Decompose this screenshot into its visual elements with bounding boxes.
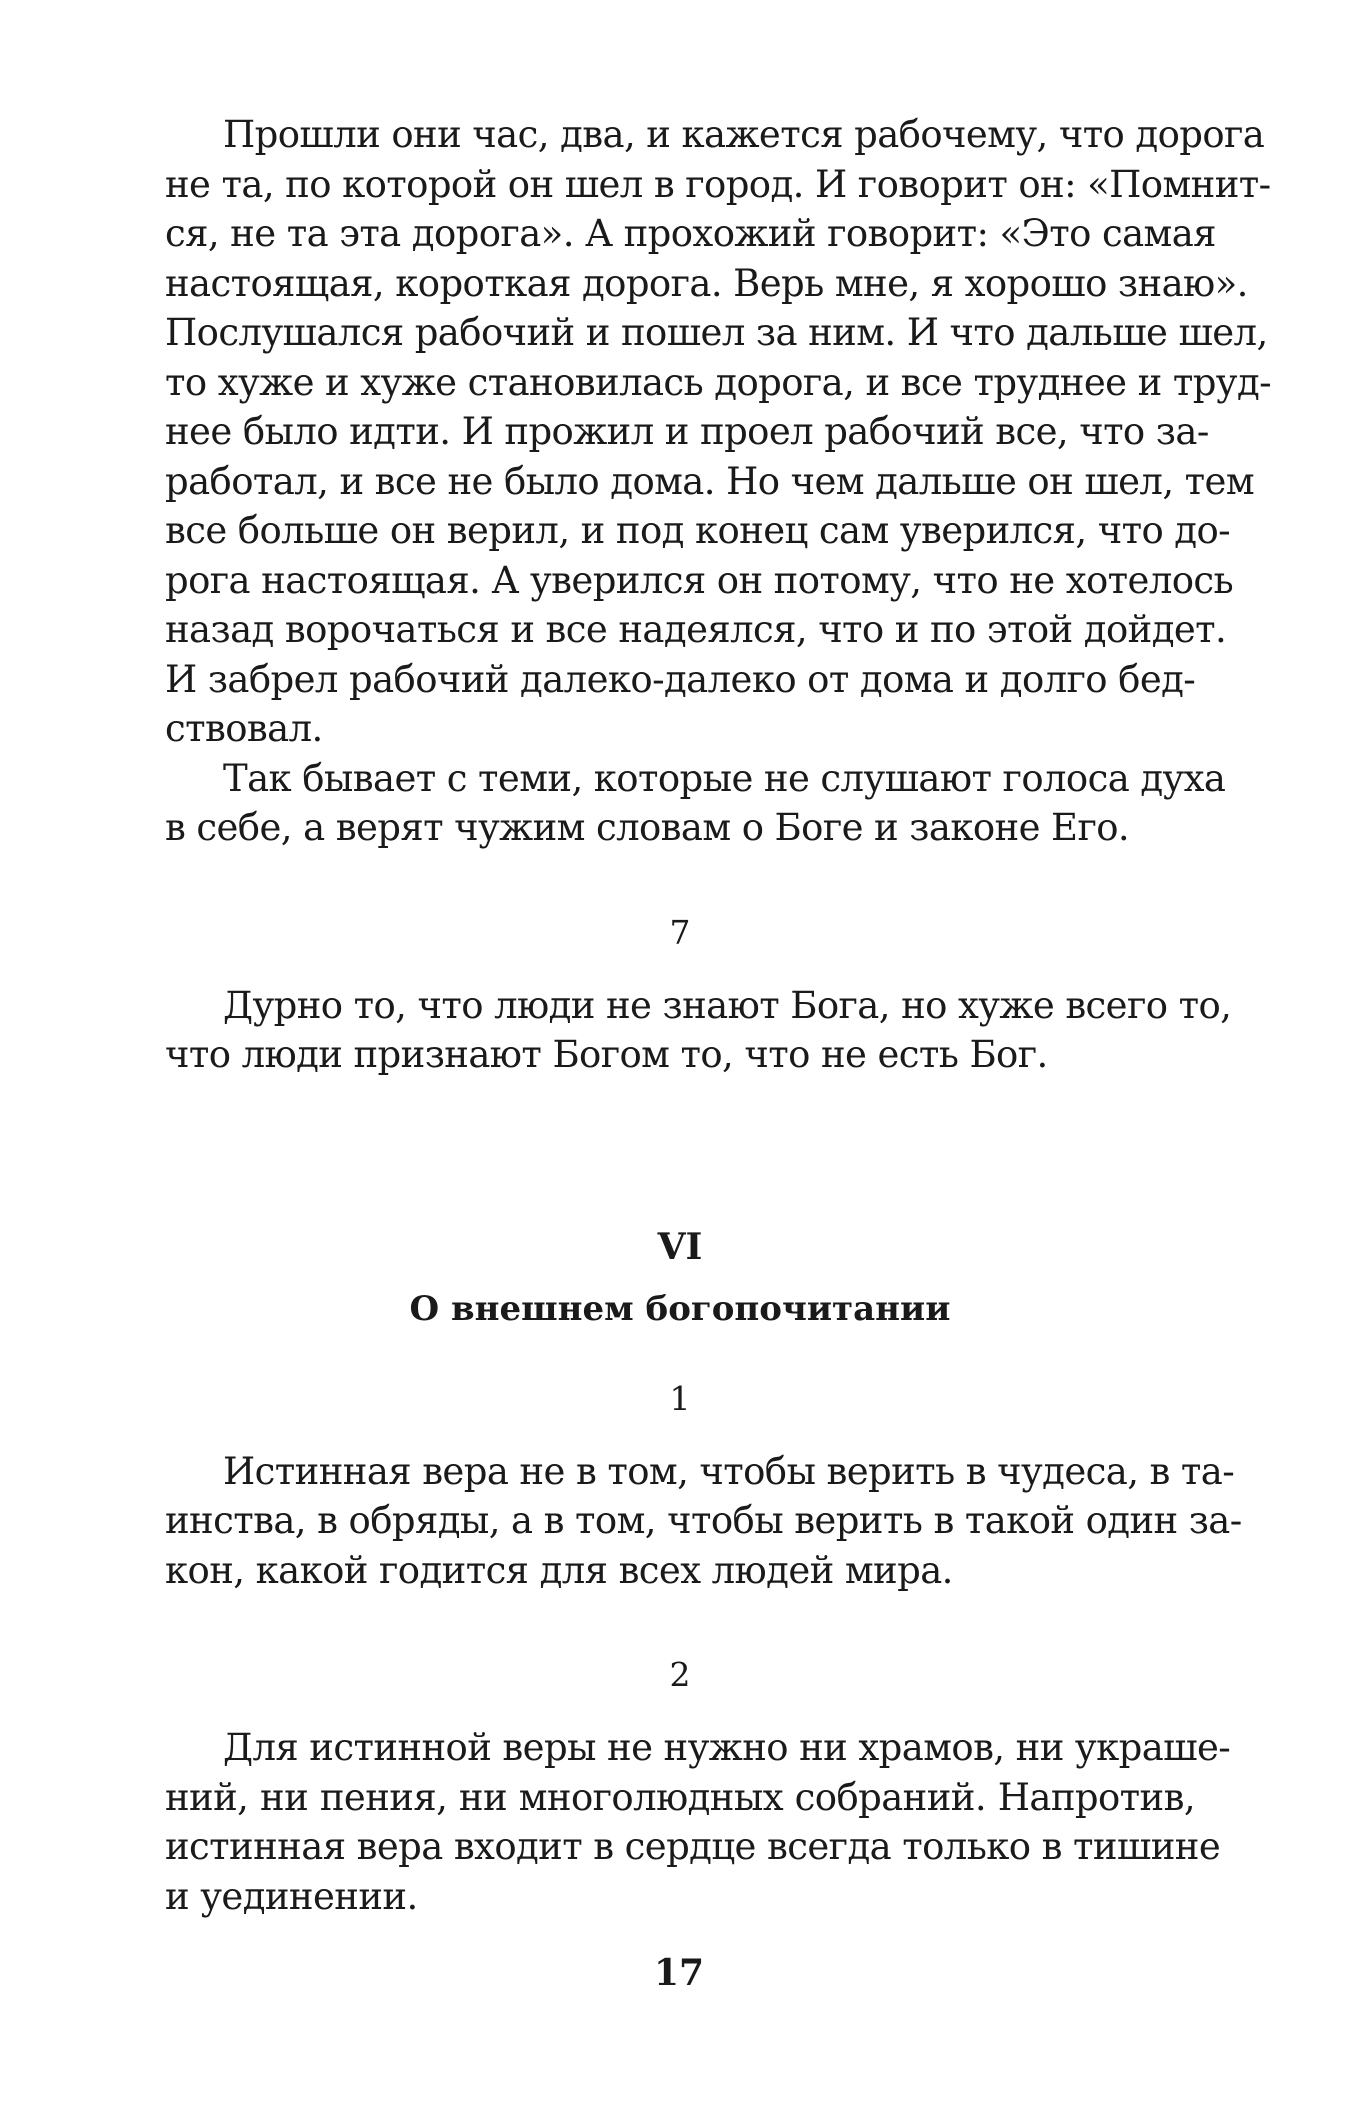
section-1-paragraph [165, 1447, 1242, 1596]
chapter-number: VI [657, 1225, 703, 1268]
text-line: Дурно то, что люди не знают Бога, но хуже всего то, [223, 983, 1232, 1027]
text-line: то хуже и хуже становилась дорога, и все труднее и труд- [165, 360, 1272, 404]
chapter-title: О внешнем богопочитании [409, 1288, 951, 1329]
text-line: настоящая, короткая дорога. Верь мне, я хорошо знаю». [165, 261, 1248, 305]
text-line: работал, и все не было дома. Но чем дальше он шел, тем [165, 459, 1255, 503]
section-number: 1 [669, 1378, 691, 1418]
text-line: И забрел рабочий далеко-далеко от дома и долго бед- [165, 657, 1196, 701]
page-body [165, 110, 1272, 1921]
text-line: инства, в обряды, а в том, чтобы верить в такой один за- [165, 1499, 1242, 1542]
text-line: рога настоящая. А уверился он потому, что не хотелось [165, 558, 1234, 602]
text-line: Истинная вера не в том, чтобы верить в чудеса, в та- [223, 1449, 1235, 1493]
section-7-paragraph [165, 981, 1232, 1080]
text-line: Для истинной веры не нужно ни храмов, ни украше- [223, 1726, 1231, 1769]
text-line: Послушался рабочий и пошел за ним. И что дальше шел, [165, 311, 1268, 354]
text-line: ний, ни пения, ни многолюдных собраний. Напротив, [165, 1775, 1195, 1819]
text-line: что люди признают Богом то, что не есть Бог. [165, 1033, 1048, 1076]
section-number: 7 [669, 912, 691, 952]
section-2-paragraph [165, 1723, 1231, 1921]
text-line: и уединении. [165, 1874, 418, 1918]
paragraph-moral [165, 754, 1226, 853]
text-line: кон, какой годится для всех людей мира. [165, 1548, 953, 1592]
text-line: ся, не та эта дорога». А прохожий говорит: «Это самая [165, 212, 1216, 255]
text-line: не та, по которой он шел в город. И говорит он: «Помнит- [165, 162, 1271, 206]
text-line: истинная вера входит в сердце всегда только в тишине [165, 1825, 1221, 1868]
paragraph-continuation [165, 110, 1272, 754]
section-number: 2 [669, 1655, 691, 1694]
text-line: все больше он верил, и под конец сам уверился, что до- [165, 509, 1231, 552]
text-line: ствовал. [165, 707, 323, 750]
text-line: назад ворочаться и все надеялся, что и по этой дойдет. [165, 608, 1227, 651]
text-line: в себе, а верят чужим словам о Боге и законе Его. [165, 806, 1130, 849]
text-line: Так бывает с теми, которые не слушают голоса духа [223, 756, 1226, 800]
text-line: нее было идти. И прожил и проел рабочий все, что за- [165, 410, 1209, 453]
text-line: Прошли они час, два, и кажется рабочему, что дорога [223, 113, 1265, 156]
page-number: 17 [653, 1952, 705, 1994]
